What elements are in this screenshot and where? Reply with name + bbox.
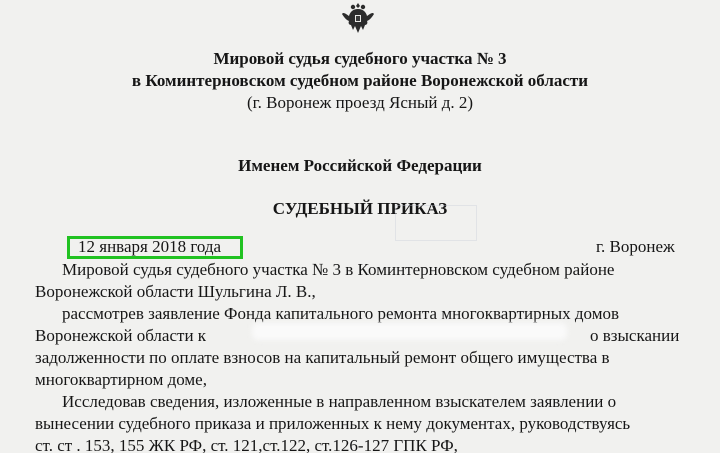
body-p2-line1: рассмотрев заявление Фонда капитального ремонта многоквартирных домов: [62, 304, 620, 323]
body-p3-line1: Исследовав сведения, изложенные в направленном взыскателем заявлении о: [62, 392, 617, 411]
document-title: СУДЕБНЫЙ ПРИКАЗ: [272, 199, 448, 218]
body-p2-line2-end: о взыскании: [590, 326, 680, 345]
redacted-debtor-name: [252, 323, 567, 340]
court-name-line-2: в Коминтерновском судебном районе Воронежской области: [131, 71, 589, 90]
coat-of-arms-icon: [340, 0, 376, 36]
stamp-ghost: [395, 205, 477, 241]
body-p1-line1: Мировой судья судебного участка № 3 в Коминтерновском судебном районе: [62, 260, 615, 279]
body-p3-line3: ст. ст . 153, 155 ЖК РФ, ст. 121,ст.122, ст.126-127 ГПК РФ,: [35, 436, 458, 453]
order-date: 12 января 2018 года: [78, 237, 222, 256]
court-name-line-1: Мировой судья судебного участка № 3: [213, 49, 507, 68]
body-p2-line4: многоквартирном доме,: [35, 370, 207, 389]
body-p2-line3: задолженности по оплате взносов на капитальный ремонт общего имущества в: [35, 348, 610, 367]
court-address: (г. Воронеж проезд Ясный д. 2): [246, 93, 474, 112]
body-p1-line2: Воронежской области Шульгина Л. В.,: [35, 282, 316, 301]
order-city: г. Воронеж: [596, 237, 675, 256]
body-p3-line2: вынесении судебного приказа и приложенных к нему документах, руководствуясь: [35, 414, 631, 433]
in-the-name-heading: Именем Российской Федерации: [238, 156, 482, 175]
body-p2-line2-start: Воронежской области к: [35, 326, 207, 345]
